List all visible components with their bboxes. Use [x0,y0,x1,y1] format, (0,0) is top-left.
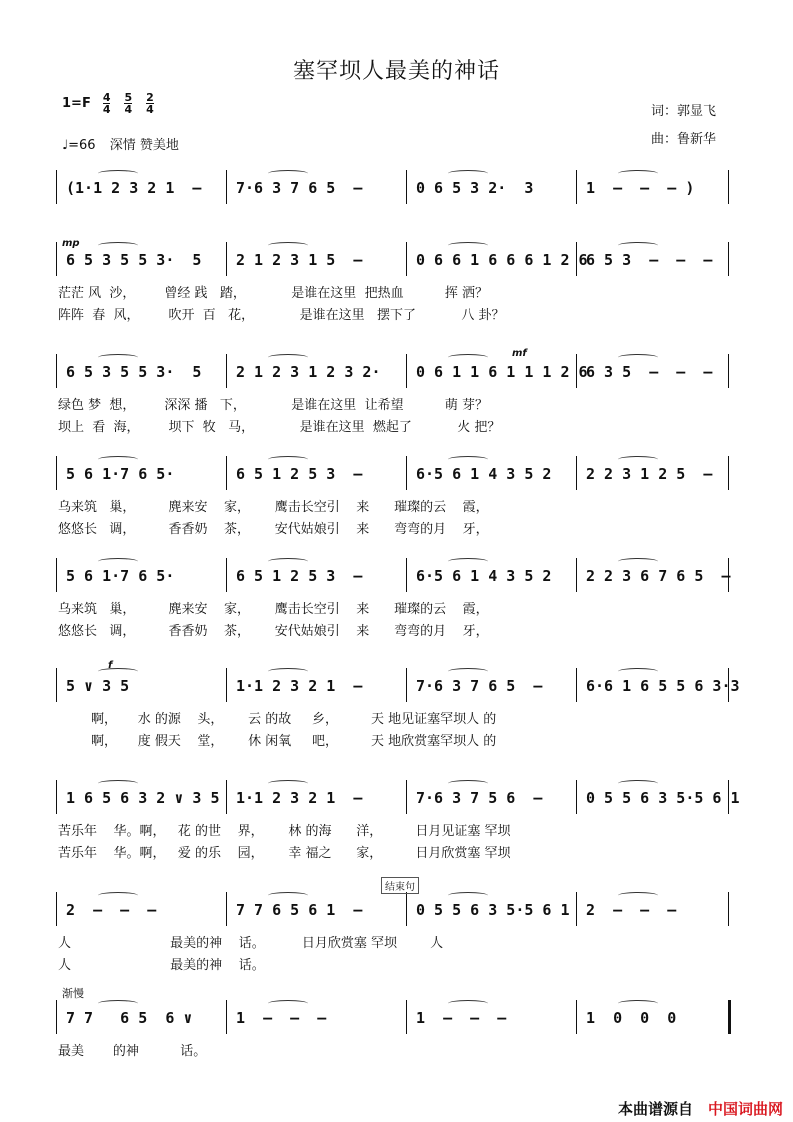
bar-line [56,170,57,204]
measure: 5 6 1·7 6 5· [66,465,175,483]
key-signature: 1=F [62,96,91,111]
measure: 6 5 1 2 5 3 – [236,567,363,585]
slur-mark [448,1000,488,1007]
bar-line [406,668,407,702]
measure: 1 – – – [236,1009,327,1027]
lyric-line: 乌来筑 巢， 麂来安 家， 鹰击长空引 来 璀璨的云 霞， [58,602,489,617]
slur-mark [618,558,658,565]
time-signature-1: 4 4 [102,91,111,116]
slur-mark [98,456,138,463]
measure: 0 5 5 6 3 5·5 6 1 [586,789,740,807]
slur-mark [268,1000,308,1007]
measure: 5 6 1·7 6 5· [66,567,175,585]
measure: 1 6 5 6 3 2 ∨ 3 5 [66,789,220,807]
slur-mark [448,242,488,249]
measure: 2 2 3 1 2 5 – [586,465,713,483]
measure-row [58,564,730,588]
slur-mark [448,668,488,675]
measure-row [58,674,740,698]
lyric-line: 乌来筑 巢， 麂来安 家， 鹰击长空引 来 璀璨的云 霞， [58,500,489,515]
slur-mark [98,558,138,565]
slur-mark [98,892,138,899]
measure-row [58,462,730,486]
page-title: 塞罕坝人最美的神话 [292,59,500,84]
expression-text: 深情 赞美地 [109,138,179,153]
measure-row [58,898,730,922]
measure: 2 1 2 3 1 5 – [236,251,363,269]
measure: 0 6 5 3 2· 3 [416,179,534,197]
dynamic-mp: mp [62,238,80,249]
slur-mark [268,456,308,463]
time-signature-2: 5 4 [124,91,133,116]
slur-mark [98,170,138,177]
measure: 5 ∨ 3 5 [66,677,130,695]
bar-line [226,242,227,276]
measure-row [58,248,730,272]
bar-line [226,668,227,702]
lyricist: 词：郭显飞 [651,104,717,119]
lyric-line: 悠悠长 调， 香香奶 茶， 安代姑娘引 来 弯弯的月 牙， [58,624,489,639]
lyric-line: 人 最美的神 话。 [58,958,265,973]
bar-line [56,558,57,592]
bar-line [226,456,227,490]
slur-mark [268,354,308,361]
lyric-line: 啊， 度 假天 堂， 休 闲氧 吧， 天 地欣赏塞罕坝人 的 [58,734,497,749]
slur-mark [98,1000,138,1007]
slur-mark [98,354,138,361]
bar-line [728,456,729,490]
measure: 7 7 6 5 6 ∨ [66,1009,193,1027]
lyric-line: 人 最美的神 话。 日月欣赏塞 罕坝 人 [58,936,444,951]
slur-mark [618,892,658,899]
slur-mark [268,668,308,675]
lyric-line: 阵阵 春 风， 吹开 百 花， 是谁在这里 摆下了 八 卦？ [58,308,505,323]
measure: 2 – – – [66,901,157,919]
measure: 6·5 6 1 4 3 5 2 [416,465,552,483]
slur-mark [618,242,658,249]
bar-line [576,558,577,592]
bar-line [406,456,407,490]
lyric-line: 悠悠长 调， 香香奶 茶， 安代姑娘引 来 弯弯的月 牙， [58,522,489,537]
measure-row [58,176,730,200]
measure: 1·1 2 3 2 1 – [236,677,363,695]
bar-line [226,354,227,388]
lyric-line: 坝上 看 海， 坝下 牧 马， 是谁在这里 燃起了 火 把？ [58,420,501,435]
measure: 7·6 3 7 6 5 – [416,677,543,695]
bar-line [226,1000,227,1034]
measure: 1·1 2 3 2 1 – [236,789,363,807]
measure: 6·5 6 1 4 3 5 2 [416,567,552,585]
measure: 2 2 3 6 7 6 5 – [586,567,731,585]
measure-row [58,1006,730,1030]
coda-label: 结束句 [381,877,419,894]
slur-mark [268,780,308,787]
bar-line [56,892,57,926]
dynamic-mf: mf [512,348,527,359]
bar-line [576,1000,577,1034]
source-label: 本曲谱源自 [617,1100,693,1118]
bar-line [226,558,227,592]
slur-mark [448,558,488,565]
slur-mark [448,170,488,177]
bar-line [406,242,407,276]
measure: 2 1 2 3 1 2 3 2· [236,363,381,381]
tempo-marking [62,134,179,153]
slur-mark [448,456,488,463]
slur-mark [98,242,138,249]
measure: 6 5 3 5 5 3· 5 [66,251,202,269]
slur-mark [618,456,658,463]
bar-line [226,780,227,814]
bar-line [56,354,57,388]
bar-line [728,354,729,388]
lyric-line: 苦乐年 华。啊， 爱 的乐 园， 幸 福之 家， 日月欣赏塞 罕坝 [58,846,511,861]
measure: 0 5 5 6 3 5·5 6 1 [416,901,570,919]
slur-mark [268,558,308,565]
bar-line [728,170,729,204]
bar-line [576,170,577,204]
slur-mark [98,780,138,787]
slur-mark [268,170,308,177]
measure-row [58,360,730,384]
slur-mark [268,242,308,249]
bar-line [406,354,407,388]
slur-mark [618,354,658,361]
measure: 7·6 3 7 5 6 – [416,789,543,807]
bar-line [226,892,227,926]
lyric-line: 最美 的神 话。 [58,1044,207,1059]
time-signature-3: 2 4 [146,91,154,116]
bar-line [406,780,407,814]
measure: 6 5 1 2 5 3 – [236,465,363,483]
dynamic-f: f [108,660,113,671]
bar-line [56,780,57,814]
measure: 6 5 3 – – – [586,251,713,269]
measure: 7·6 3 7 6 5 – [236,179,363,197]
slur-mark [448,892,488,899]
bar-line [226,170,227,204]
slur-mark [618,1000,658,1007]
bar-line [406,1000,407,1034]
measure-row [58,786,740,810]
measure: 0 6 1 1 6 1 1 1 2 6 [416,363,588,381]
slowing-label: 渐慢 [62,987,84,1000]
lyric-line: 茫茫 风 沙， 曾经 践 踏， 是谁在这里 把热血 挥 洒？ [58,286,489,301]
measure: (1·1 2 3 2 1 – [66,179,202,197]
slur-mark [618,780,658,787]
bar-line [56,1000,57,1034]
bar-line [728,1000,731,1034]
bar-line [406,170,407,204]
measure: 2 – – – [586,901,677,919]
site-label: 中国词曲网 [707,1100,783,1118]
lyric-line: 苦乐年 华。啊， 花 的世 界， 林 的海 洋， 日月见证塞 罕坝 [58,824,511,839]
bar-line [406,558,407,592]
slur-mark [98,668,138,675]
measure: 6 5 3 5 5 3· 5 [66,363,202,381]
tempo: ♩=66 [62,138,96,153]
bar-line [728,242,729,276]
measure: 1 0 0 0 [586,1009,677,1027]
bar-line [576,668,577,702]
measure: 7 7 6 5 6 1 – [236,901,363,919]
slur-mark [448,780,488,787]
measure: 0 6 6 1 6 6 6 1 2 6 [416,251,588,269]
measure: 1 – – – [416,1009,507,1027]
bar-line [56,668,57,702]
composer: 曲：鲁新华 [651,132,717,147]
bar-line [56,456,57,490]
bar-line [406,892,407,926]
key-signature-block [62,92,168,115]
slur-mark [618,668,658,675]
lyric-line: 绿色 梦 想， 深深 播 下， 是谁在这里 让希望 萌 芽？ [58,398,489,413]
bar-line [728,892,729,926]
measure: 6 3 5 – – – [586,363,713,381]
measure: 1 – – – ) [586,179,695,197]
bar-line [576,456,577,490]
slur-mark [268,892,308,899]
measure: 6·6 1 6 5 5 6 3·3 [586,677,740,695]
bar-line [576,780,577,814]
slur-mark [618,170,658,177]
lyric-line: 啊， 水 的源 头， 云 的故 乡， 天 地见证塞罕坝人 的 [58,712,497,727]
bar-line [56,242,57,276]
bar-line [576,892,577,926]
slur-mark [448,354,488,361]
